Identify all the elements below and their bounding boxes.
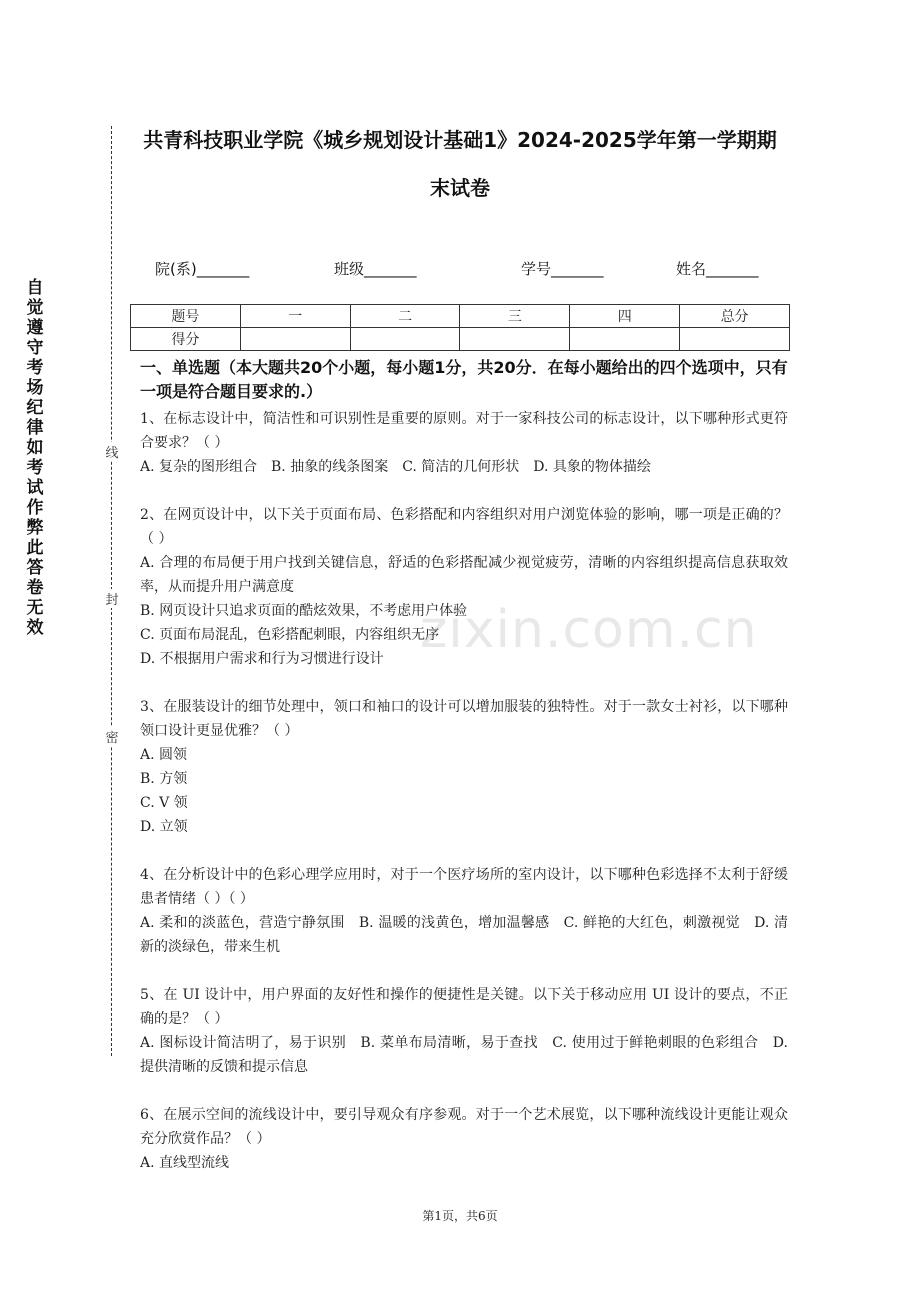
score-input-cell[interactable] <box>570 328 680 351</box>
student-id-field: 学号_______ <box>521 260 604 278</box>
score-table-header-row <box>131 305 790 328</box>
question-stem: 1、在标志设计中，简洁性和可识别性是重要的原则。对于一家科技公司的标志设计，以下哪种形式更符合要求？（ ） <box>140 411 788 451</box>
question-option: B. 网页设计只追求页面的酷炫效果，不考虑用户体验 <box>140 603 468 619</box>
question-option: A. 圆领 <box>140 747 188 763</box>
score-header-cell: 题号 <box>131 305 241 328</box>
exam-content <box>140 356 788 1199</box>
question-2 <box>140 503 788 671</box>
question-option: A. 柔和的淡蓝色，营造宁静氛围 B. 温暖的浅黄色，增加温馨感 C. 鲜艳的大红色，刺激视觉 D. 清新的淡绿色，带来生机 <box>140 915 788 955</box>
section-heading: 一、单选题（本大题共20个小题，每小题1分，共20分．在每小题给出的四个选项中，只有一项是符合题目要求的.） <box>140 358 788 401</box>
class-field: 班级_______ <box>334 260 417 278</box>
score-input-cell[interactable] <box>240 328 350 351</box>
question-1 <box>140 407 788 479</box>
question-stem: 4、在分析设计中的色彩心理学应用时，对于一个医疗场所的室内设计，以下哪种色彩选择不太利于舒缓患者情绪（ ）（ ） <box>140 867 788 907</box>
question-4 <box>140 863 788 959</box>
score-header-cell: 二 <box>350 305 460 328</box>
page-footer: 第1页，共6页 <box>422 1209 498 1223</box>
score-header-cell: 三 <box>460 305 570 328</box>
watermark: zixin.com.cn <box>420 600 758 660</box>
cut-label-line: 线 <box>104 442 120 461</box>
question-option: D. 不根据用户需求和行为习惯进行设计 <box>140 651 384 667</box>
question-option: B. 方领 <box>140 771 188 787</box>
score-input-cell[interactable] <box>680 328 790 351</box>
question-6 <box>140 1103 788 1175</box>
question-stem: 2、在网页设计中，以下关于页面布局、色彩搭配和内容组织对用户浏览体验的影响，哪一项是正确的？（ ） <box>140 507 788 547</box>
question-option: C. V 领 <box>140 795 188 811</box>
question-stem: 6、在展示空间的流线设计中，要引导观众有序参观。对于一个艺术展览，以下哪种流线设计更能让观众充分欣赏作品？（ ） <box>140 1107 788 1147</box>
question-option: A. 复杂的图形组合 B. 抽象的线条图案 C. 简洁的几何形状 D. 具象的物体描绘 <box>140 459 651 475</box>
page-title: 共青科技职业学院《城乡规划设计基础1》2024-2025学年第一学期期末试卷 <box>143 128 777 200</box>
score-table-score-row <box>131 328 790 351</box>
name-field: 姓名_______ <box>676 260 759 278</box>
question-option: A. 图标设计简洁明了，易于识别 B. 菜单布局清晰，易于查找 C. 使用过于鲜艳刺眼的色彩组合 D. 提供清晰的反馈和提示信息 <box>140 1035 788 1075</box>
score-header-cell: 一 <box>240 305 350 328</box>
question-option: D. 立领 <box>140 819 188 835</box>
cut-label-seal: 封 <box>104 589 120 608</box>
score-input-cell[interactable] <box>460 328 570 351</box>
question-5 <box>140 983 788 1079</box>
question-option: A. 合理的布局便于用户找到关键信息，舒适的色彩搭配减少视觉疲劳，清晰的内容组织提高信息获取效率，从而提升用户满意度 <box>140 555 788 595</box>
exam-discipline-notice: 自觉遵守考场纪律如考试作弊此答卷无效 <box>26 278 44 638</box>
question-option: A. 直线型流线 <box>140 1155 230 1171</box>
score-label-cell: 得分 <box>131 328 241 351</box>
question-option: C. 页面布局混乱，色彩搭配刺眼，内容组织无序 <box>140 627 440 643</box>
score-header-cell: 总分 <box>680 305 790 328</box>
cut-label-secret: 密 <box>104 727 120 746</box>
score-input-cell[interactable] <box>350 328 460 351</box>
score-table <box>130 304 790 351</box>
question-3 <box>140 695 788 839</box>
question-stem: 3、在服装设计的细节处理中，领口和袖口的设计可以增加服装的独特性。对于一款女士衬衫，以下哪种领口设计更显优雅？（ ） <box>140 699 788 739</box>
question-stem: 5、在 UI 设计中，用户界面的友好性和操作的便捷性是关键。以下关于移动应用 UI 设计的要点，不正确的是？（ ） <box>140 987 788 1027</box>
score-header-cell: 四 <box>570 305 680 328</box>
department-field: 院(系)_______ <box>155 260 250 278</box>
